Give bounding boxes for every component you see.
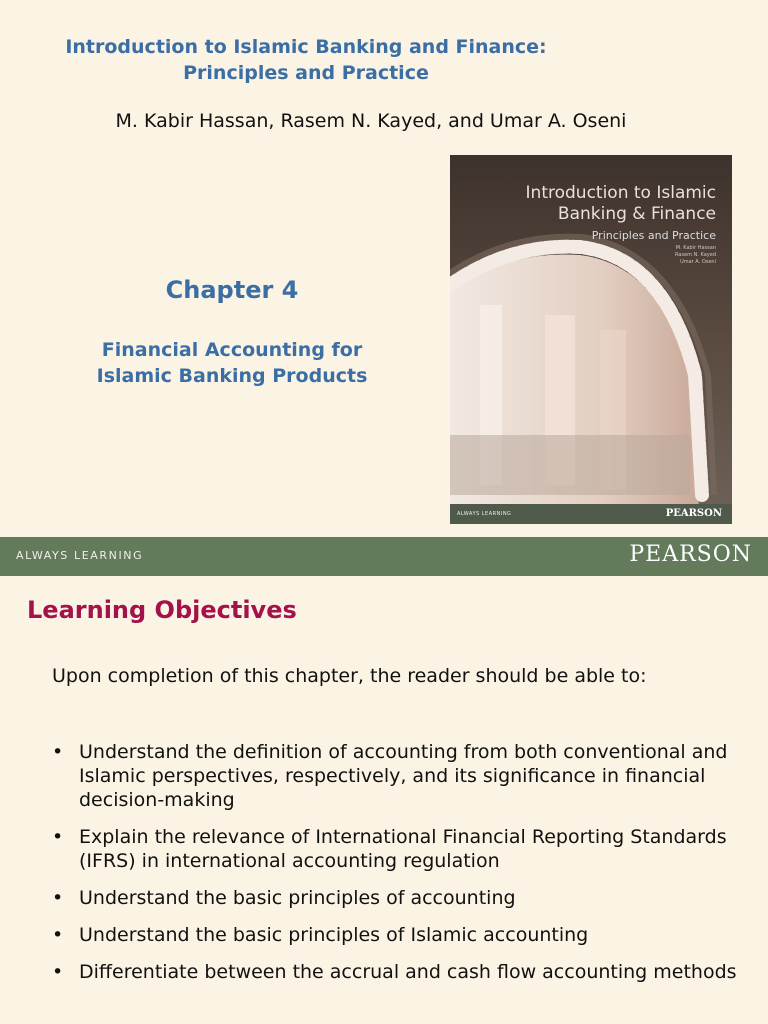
cover-author1: M. Kabir Hassan xyxy=(675,245,716,251)
cover-author3: Umar A. Oseni xyxy=(680,259,716,265)
objective-item xyxy=(50,923,750,947)
chapter-title xyxy=(0,337,464,389)
bullet: • xyxy=(52,924,64,946)
objectives-list xyxy=(50,740,750,997)
book-title-line2: Principles and Practice xyxy=(183,62,429,84)
cover-bottom-band xyxy=(450,504,732,524)
bullet: • xyxy=(52,887,64,909)
authors: M. Kabir Hassan, Rasem N. Kayed, and Umar A. Oseni xyxy=(115,110,627,132)
footer-tagline: ALWAYS LEARNING xyxy=(16,549,144,562)
objective-item xyxy=(50,740,750,812)
intro-text: Upon completion of this chapter, the reader should be able to: xyxy=(52,665,647,687)
learning-objectives-slide xyxy=(0,576,768,1024)
pearson-logo: PEARSON xyxy=(629,542,752,567)
bullet: • xyxy=(52,826,64,848)
objective-text: Understand the basic principles of accounting xyxy=(79,887,516,909)
objective-text: Differentiate between the accrual and cash flow accounting methods xyxy=(79,961,737,983)
footer-bar xyxy=(0,537,768,576)
objective-item xyxy=(50,886,750,910)
cover-subtitle: Principles and Practice xyxy=(591,229,716,242)
cover-tagline: ALWAYS LEARNING xyxy=(457,511,512,517)
bullet: • xyxy=(52,741,64,763)
cover-author2: Rasem N. Kayed xyxy=(675,252,716,258)
chapter-number: Chapter 4 xyxy=(165,276,299,304)
chapter-title-line2: Islamic Banking Products xyxy=(96,365,368,387)
cover-title-line2: Banking & Finance xyxy=(557,204,716,224)
objective-item xyxy=(50,825,750,873)
cover-publisher-logo: PEARSON xyxy=(665,508,722,519)
objective-text: Understand the definition of accounting from both conventional and Islamic perspectives, respectively, and its significance in financial decision-making xyxy=(79,741,728,811)
objective-text: Explain the relevance of International Financial Reporting Standards (IFRS) in international accounting regulation xyxy=(79,826,727,872)
slide-heading: Learning Objectives xyxy=(27,596,297,624)
objective-text: Understand the basic principles of Islamic accounting xyxy=(79,924,589,946)
cover-title-line1: Introduction to Islamic xyxy=(525,183,716,203)
book-title xyxy=(0,34,612,86)
objective-item xyxy=(50,960,750,984)
chapter-title-line1: Financial Accounting for xyxy=(101,339,363,361)
book-cover-image xyxy=(450,155,732,524)
cover-authors xyxy=(675,245,716,266)
cover-title xyxy=(526,183,716,225)
book-title-line1: Introduction to Islamic Banking and Finance: xyxy=(65,36,547,58)
bullet: • xyxy=(52,961,64,983)
